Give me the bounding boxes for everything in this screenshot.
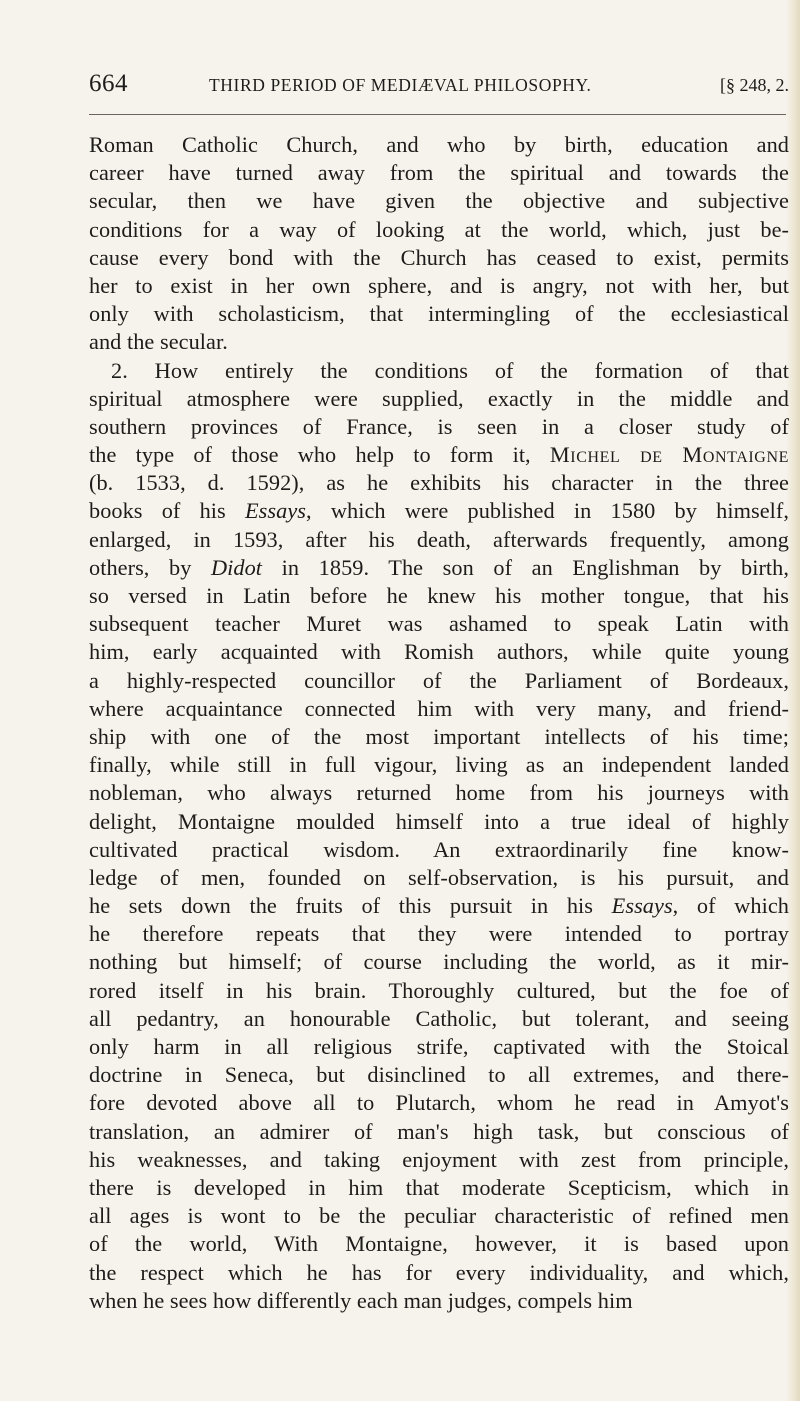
text-line: Roman Catholic Church, and who by birth, education and	[89, 132, 789, 157]
text-line: her to exist in her own sphere, and is angry, not with her, but	[89, 272, 789, 298]
text-line: the respect which he has for every individuality, and which,	[89, 1259, 789, 1285]
text-line: spiritual atmosphere were supplied, exactly in the middle and	[89, 385, 789, 411]
text-line: there is developed in him that moderate Scepticism, which in	[89, 1174, 789, 1200]
text-line-with-title	[89, 554, 789, 582]
text-line: ship with one of the most important intellects of his time;	[89, 723, 789, 749]
text-line: his weaknesses, and taking enjoyment with zest from principle,	[89, 1146, 789, 1172]
header-rule	[89, 114, 786, 115]
text-line: conditions for a way of looking at the world, which, just be-	[89, 216, 789, 242]
text-line: finally, while still in full vigour, living as an independent landed	[89, 752, 789, 778]
text-line: when he sees how differently each man judges, compels him	[89, 1287, 633, 1313]
text-line: a highly-respected councillor of the Parliament of Bordeaux,	[89, 667, 789, 693]
text-line: ledge of men, founded on self-observation, is his pursuit, and	[89, 864, 789, 890]
page-number: 664	[89, 70, 128, 97]
text-line: doctrine in Seneca, but disinclined to all extremes, and there-	[89, 1062, 789, 1088]
running-header	[89, 70, 791, 110]
text-line: rored itself in his brain. Thoroughly cultured, but the foe of	[89, 977, 789, 1003]
running-title: THIRD PERIOD OF MEDIÆVAL PHILOSOPHY.	[209, 75, 592, 95]
text-line: so versed in Latin before he knew his mother tongue, that his	[89, 583, 789, 608]
work-title-essays: Essays	[611, 893, 673, 919]
text-line: all ages is wont to be the peculiar characteristic of refined men	[89, 1203, 789, 1229]
text-line: secular, then we have given the objective and subjective	[89, 188, 789, 214]
text-segment: the type of those who help to form it,	[89, 442, 531, 468]
text-line: nobleman, who always returned home from his journeys with	[89, 780, 789, 806]
text-segment: he sets down the fruits of this pursuit in his	[89, 893, 594, 919]
body-text	[89, 131, 789, 1315]
text-line-with-title	[89, 497, 789, 525]
text-line: subsequent teacher Muret was ashamed to speak Latin with	[89, 611, 789, 637]
section-reference: [§ 248, 2.	[720, 75, 789, 95]
text-line: and the secular.	[89, 329, 228, 355]
text-line: (b. 1533, d. 1592), as he exhibits his character in the three	[89, 470, 789, 496]
text-segment: in 1859. The son of an Englishman by birth,	[262, 554, 789, 580]
work-title-didot: Didot	[211, 554, 263, 580]
text-segment: others, by	[89, 554, 192, 580]
text-line: only with scholasticism, that intermingling of the ecclesiastical	[89, 301, 789, 327]
text-line: only harm in all religious strife, captivated with the Stoical	[89, 1034, 789, 1059]
text-segment: , which were published in 1580 by himself,	[306, 498, 790, 524]
text-line: he therefore repeats that they were intended to portray	[89, 921, 789, 947]
text-line: him, early acquainted with Romish authors, while quite young	[89, 639, 789, 665]
text-line: cause every bond with the Church has ceased to exist, permits	[89, 244, 789, 270]
text-line-with-name	[89, 441, 789, 469]
author-name: Michel de Montaigne	[549, 442, 789, 468]
text-line: of the world, With Montaigne, however, it is based upon	[89, 1231, 789, 1257]
text-line-with-title	[89, 892, 789, 920]
text-line: delight, Montaigne moulded himself into a true ideal of highly	[89, 808, 789, 834]
work-title-essays: Essays	[245, 498, 307, 524]
text-line: translation, an admirer of man's high task, but conscious of	[89, 1118, 789, 1144]
text-line: cultivated practical wisdom. An extraordinarily fine know-	[89, 836, 789, 862]
text-line: career have turned away from the spiritual and towards the	[89, 160, 789, 186]
text-line: 2. How entirely the conditions of the formation of that	[111, 357, 789, 383]
text-line: fore devoted above all to Plutarch, whom he read in Amyot's	[89, 1090, 789, 1116]
text-line: enlarged, in 1593, after his death, afterwards frequently, among	[89, 526, 789, 552]
text-line: where acquaintance connected him with very many, and friend-	[89, 695, 789, 721]
text-segment: books of his	[89, 498, 226, 524]
text-segment: , of which	[672, 893, 789, 919]
text-line: all pedantry, an honourable Catholic, but tolerant, and seeing	[89, 1005, 789, 1031]
text-line: nothing but himself; of course including the world, as it mir-	[89, 949, 789, 975]
text-line: southern provinces of France, is seen in a closer study of	[89, 413, 789, 439]
